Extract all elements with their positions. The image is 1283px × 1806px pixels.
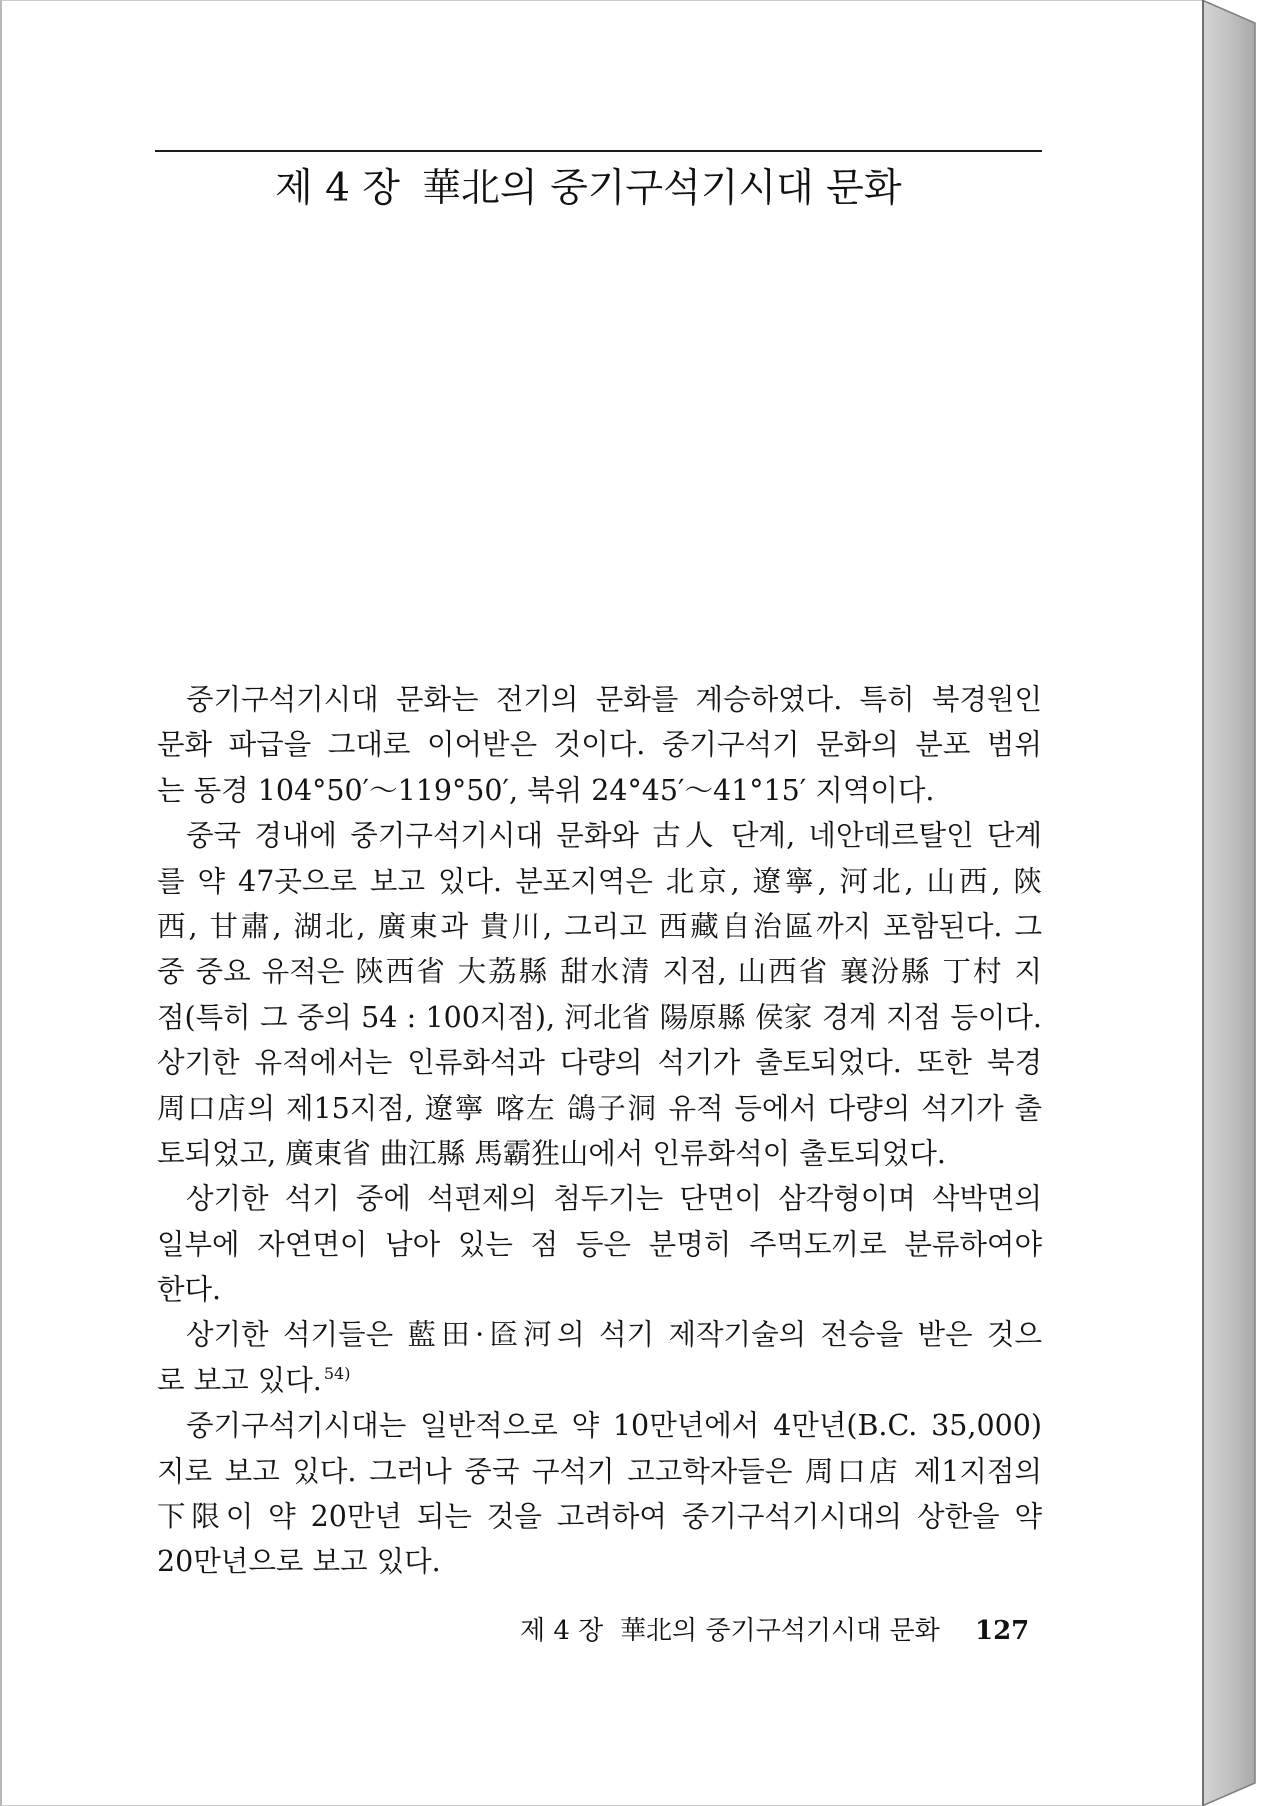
body-line: 중국 경내에 중기구석기시대 문화와 古人 단계, 네안데르탈인 단계	[186, 819, 1042, 853]
paragraph	[157, 813, 1042, 1176]
footnote-ref: 54)	[323, 1364, 351, 1384]
body-line: 상기한 석기 중에 석편제의 첨두기는 단면이 삼각형이며 삭박면의	[186, 1182, 1042, 1216]
paragraph	[157, 1176, 1042, 1312]
body-line: 토되었고, 廣東省 曲江縣 馬霸狌山에서 인류화석이 출토되었다.	[157, 1136, 946, 1170]
body-line: 는 동경 104°50′～119°50′, 북위 24°45′～41°15′ 지역이다.	[157, 773, 935, 807]
body-line: 西, 甘肅, 湖北, 廣東과 貴川, 그리고 西藏自治區까지 포함된다. 그	[157, 909, 1042, 943]
body-line: 를 약 47곳으로 보고 있다. 분포지역은 北京, 遼寧, 河北, 山西, 陝	[157, 864, 1042, 898]
paragraph	[157, 677, 1042, 813]
chapter-title: 華北의 중기구석기시대 문화	[422, 166, 902, 211]
body-line	[157, 1358, 1042, 1403]
body-line: 상기한 유적에서는 인류화석과 다량의 석기가 출토되었다. 또한 북경	[157, 1046, 1042, 1080]
body-text	[157, 677, 1042, 1585]
paragraph	[157, 1403, 1042, 1585]
running-head-title: 華北의 중기구석기시대 문화	[620, 1616, 940, 1646]
body-line: 중기구석기시대는 일반적으로 약 10만년에서 4만년(B.C. 35,000)	[186, 1409, 1042, 1443]
running-head-chapter: 제 4 장	[520, 1616, 604, 1646]
body-line: 문화 파급을 그대로 이어받은 것이다. 중기구석기 문화의 분포 범위	[157, 728, 1042, 762]
body-line: 중 중요 유적은 陝西省 大荔縣 甜水清 지점, 山西省 襄汾縣 丁村 지	[157, 955, 1042, 989]
body-line: 周口店의 제15지점, 遼寧 喀左 鴿子洞 유적 등에서 다량의 석기가 출	[157, 1091, 1042, 1125]
body-line: 일부에 자연면이 남아 있는 점 등은 분명히 주먹도끼로 분류하여야	[157, 1227, 1042, 1261]
body-line: 20만년으로 보고 있다.	[157, 1545, 441, 1579]
body-line: 점(특히 그 중의 54 : 100지점), 河北省 陽原縣 侯家 경계 지점 등이다.	[157, 1000, 1042, 1034]
header-rule	[155, 150, 1042, 152]
page-number: 127	[975, 1616, 1030, 1646]
paragraph	[157, 1312, 1042, 1403]
body-line: 지로 보고 있다. 그러나 중국 구석기 고고학자들은 周口店 제1지점의	[157, 1454, 1042, 1488]
body-line: 상기한 석기들은 藍田·匼河의 석기 제작기술의 전승을 받은 것으	[186, 1318, 1042, 1352]
chapter-label: 제 4 장	[275, 166, 400, 211]
body-line: 한다.	[157, 1273, 222, 1307]
body-line-text: 로 보고 있다.	[157, 1363, 322, 1397]
body-line: 下限이 약 20만년 되는 것을 고려하여 중기구석기시대의 상한을 약	[157, 1500, 1042, 1534]
body-line: 중기구석기시대 문화는 전기의 문화를 계승하였다. 특히 북경원인	[186, 683, 1042, 716]
page-edge	[1202, 0, 1283, 1806]
